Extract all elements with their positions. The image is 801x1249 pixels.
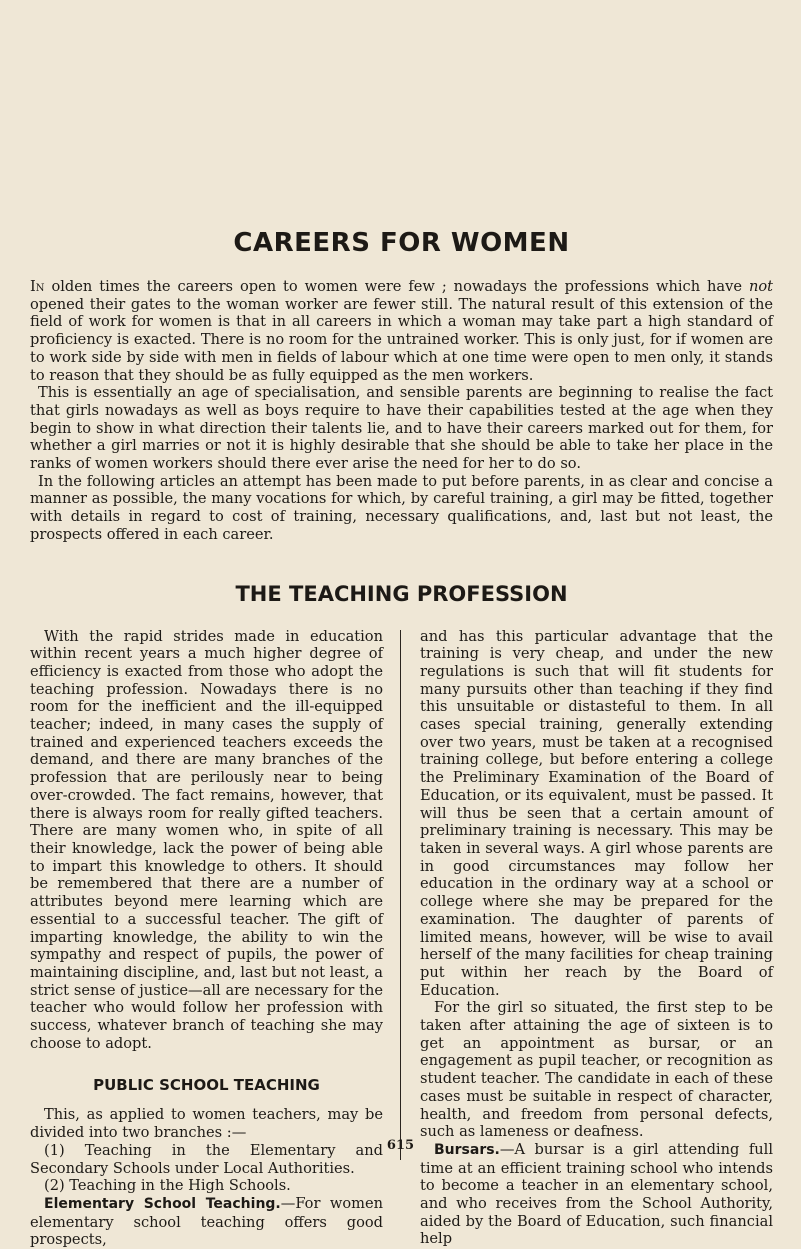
- intro-paragraph-1: In olden times the careers open to women were few ; nowadays the professions which have not opened their gates to the woman worker are fewer still. The natural result of this extension of the field of work for women is that in all careers in which a woman may take part a high standard of proficiency is exacted. There is no room for the untrained worker. This is only just, for if women are to work side by side with men in fields of labour which at one time were open to men only, it stands to reason that they should be as fully equipped as the men workers.: [30, 278, 773, 384]
- section-title: THE TEACHING PROFESSION: [235, 581, 568, 606]
- intro-paragraph-2: This is essentially an age of specialisation, and sensible parents are beginning to realise the fact that girls nowadays as well as boys require to have their capabilities tested at the age when they begin to show in what direction their talents lie, and to have their careers marked out for them, for whether a girl marries or not it is highly desirable that she should be able to take her place in the ranks of women workers should there ever arise the need for her to do so.: [30, 384, 773, 473]
- left-paragraph-5: Elementary School Teaching.—For women elementary school teaching offers good prospects,: [30, 1194, 383, 1249]
- emphasis-not: not: [748, 278, 773, 295]
- right-paragraph-2: For the girl so situated, the first step to be taken after attaining the age of sixteen is to get an appointment as bursar, or an engagement as pupil teacher, or recognition as student teacher. The candidate in each of these cases must be suitable in respect of character, health, and freedom from personal defects, such as lameness or deafness.: [420, 999, 773, 1141]
- page-number: 615: [386, 1138, 415, 1153]
- right-paragraph-1: and has this particular advantage that the training is very cheap, and under the new regulations is such that will fit students for many pursuits other than teaching if they find this unsuitable or distasteful to them. In all cases special training, generally extending over two years, must be taken at a recognised training college, but before entering a college the Preliminary Examination of the Board of Education, or its equivalent, must be passed. It will thus be seen that a certain amount of preliminary training is necessary. This may be taken in several ways. A girl whose parents are in good circumstances may follow her education in the ordinary way at a school or college where she may be prepared for the examination. The daughter of parents of limited means, however, will be wise to avail herself of the many facilities for cheap training put within her reach by the Board of Education.: [420, 627, 773, 999]
- intro-lead-word: In: [30, 278, 45, 295]
- left-paragraph-3: (1) Teaching in the Elementary and Secondary Schools under Local Authorities.: [30, 1141, 383, 1177]
- left-paragraph-1: With the rapid strides made in education within recent years a much higher degree of efficiency is exacted from those who adopt the teaching profession. Nowadays there is no room for the inefficient and the ill-equipped teacher; indeed, in many cases the supply of trained and experienced teachers exceeds the demand, and there are many branches of the profession that are perilously near to being over-crowded. The fact remains, however, that there is always room for really gifted teachers. There are many women who, in spite of all their knowledge, lack the power of being able to impart this knowledge to others. It should be remembered that there are a number of attributes beyond mere learning which are essential to a successful teacher. The gift of imparting knowledge, the ability to win the sympathy and respect of pupils, the power of maintaining discipline, and, last but not least, a strict sense of justice—all are necessary for the teacher who would follow her profession with success, whatever branch of teaching she may choose to adopt.: [30, 627, 383, 1052]
- intro-paragraph-3: In the following articles an attempt has been made to put before parents, in as clear and concise a manner as possible, the many vocations for which, by careful training, a girl may be fitted, together with details in regard to cost of training, necessary qualifications, and, last but not least, the prospects offered in each career.: [30, 472, 773, 543]
- two-column-body: [30, 628, 773, 1249]
- runin-heading: Bursars.: [434, 1141, 500, 1158]
- left-paragraph-4: (2) Teaching in the High Schools.: [44, 1177, 291, 1195]
- runin-heading: Elementary School Teaching.: [44, 1195, 281, 1212]
- left-column: [30, 628, 383, 1249]
- right-paragraph-3: Bursars.—A bursar is a girl attending full time at an efficient training school who intends to become a teacher in an elementary school, and who receives from the School Authority, aided by the Board of Education, such financial help: [420, 1140, 773, 1248]
- right-column: [420, 628, 773, 1249]
- intro-section: [30, 278, 773, 544]
- subheading: PUBLIC SCHOOL TEACHING: [93, 1076, 320, 1095]
- column-divider: [400, 630, 401, 1160]
- left-paragraph-2: This, as applied to women teachers, may be divided into two branches :—: [30, 1106, 383, 1142]
- page-title: CAREERS FOR WOMEN: [233, 228, 570, 258]
